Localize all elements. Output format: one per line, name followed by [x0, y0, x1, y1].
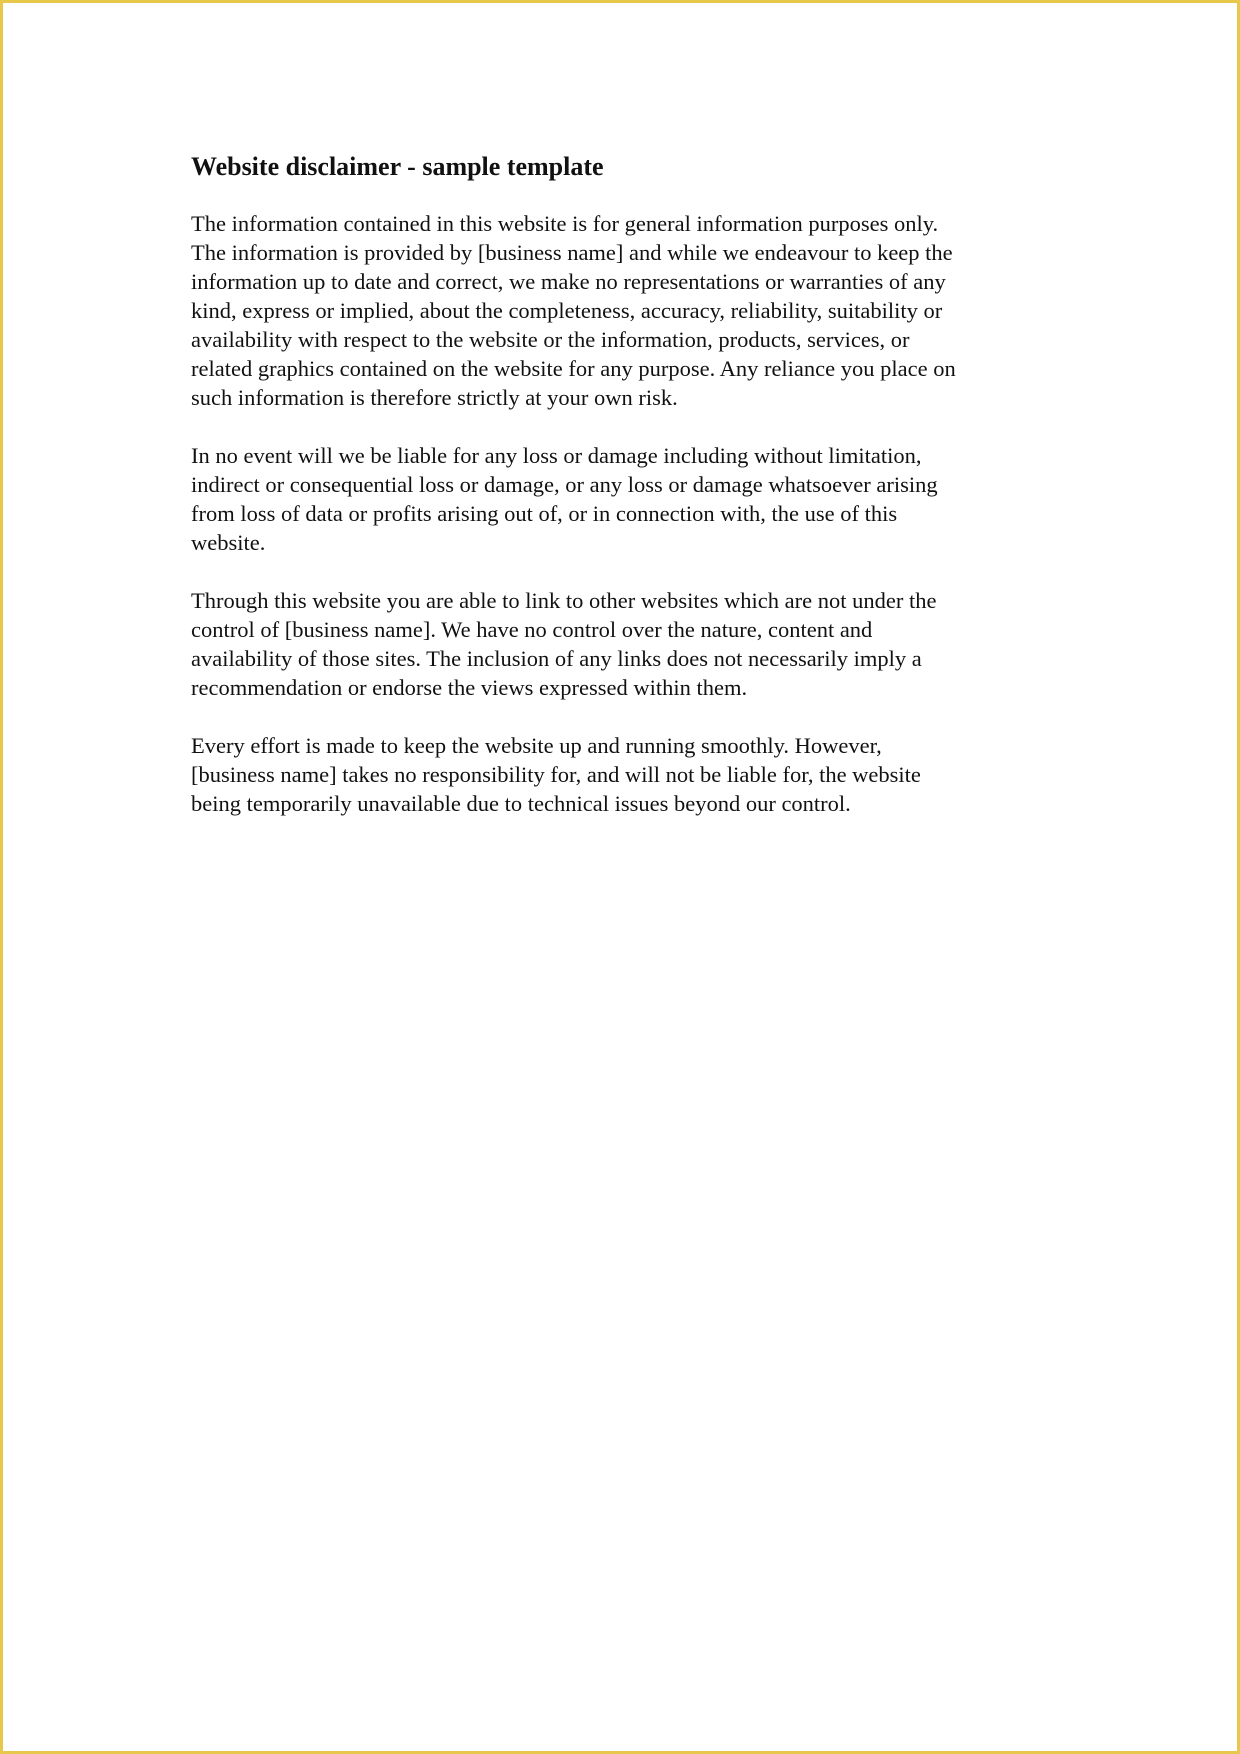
paragraph-availability: Every effort is made to keep the website up and running smoothly. However, [business name] takes no responsibility for, and will not be liable for, the website being temporarily unavailable due to technical issues beyond our control.: [191, 733, 921, 816]
document-body: [191, 151, 1051, 847]
document-title: Website disclaimer - sample template: [191, 152, 604, 181]
paragraph-external-links: Through this website you are able to link to other websites which are not under the control of [business name]. We have no control over the nature, content and availability of those sites. The inclusion of any links does not necessarily imply a recommendation or endorse the views expressed within them.: [191, 588, 937, 700]
paragraph-information-purposes: The information contained in this website is for general information purposes only. The information is provided by [business name] and while we endeavour to keep the information up to date and correct, we make no representations or warranties of any kind, express or implied, about the completeness, accuracy, reliability, suitability or availability with respect to the website or the information, products, services, or related graphics contained on the website for any purpose. Any reliance you place on such information is therefore strictly at your own risk.: [191, 211, 956, 410]
paragraph-liability: In no event will we be liable for any loss or damage including without limitation, indirect or consequential loss or damage, or any loss or damage whatsoever arising from loss of data or profits arising out of, or in connection with, the use of this website.: [191, 443, 938, 555]
